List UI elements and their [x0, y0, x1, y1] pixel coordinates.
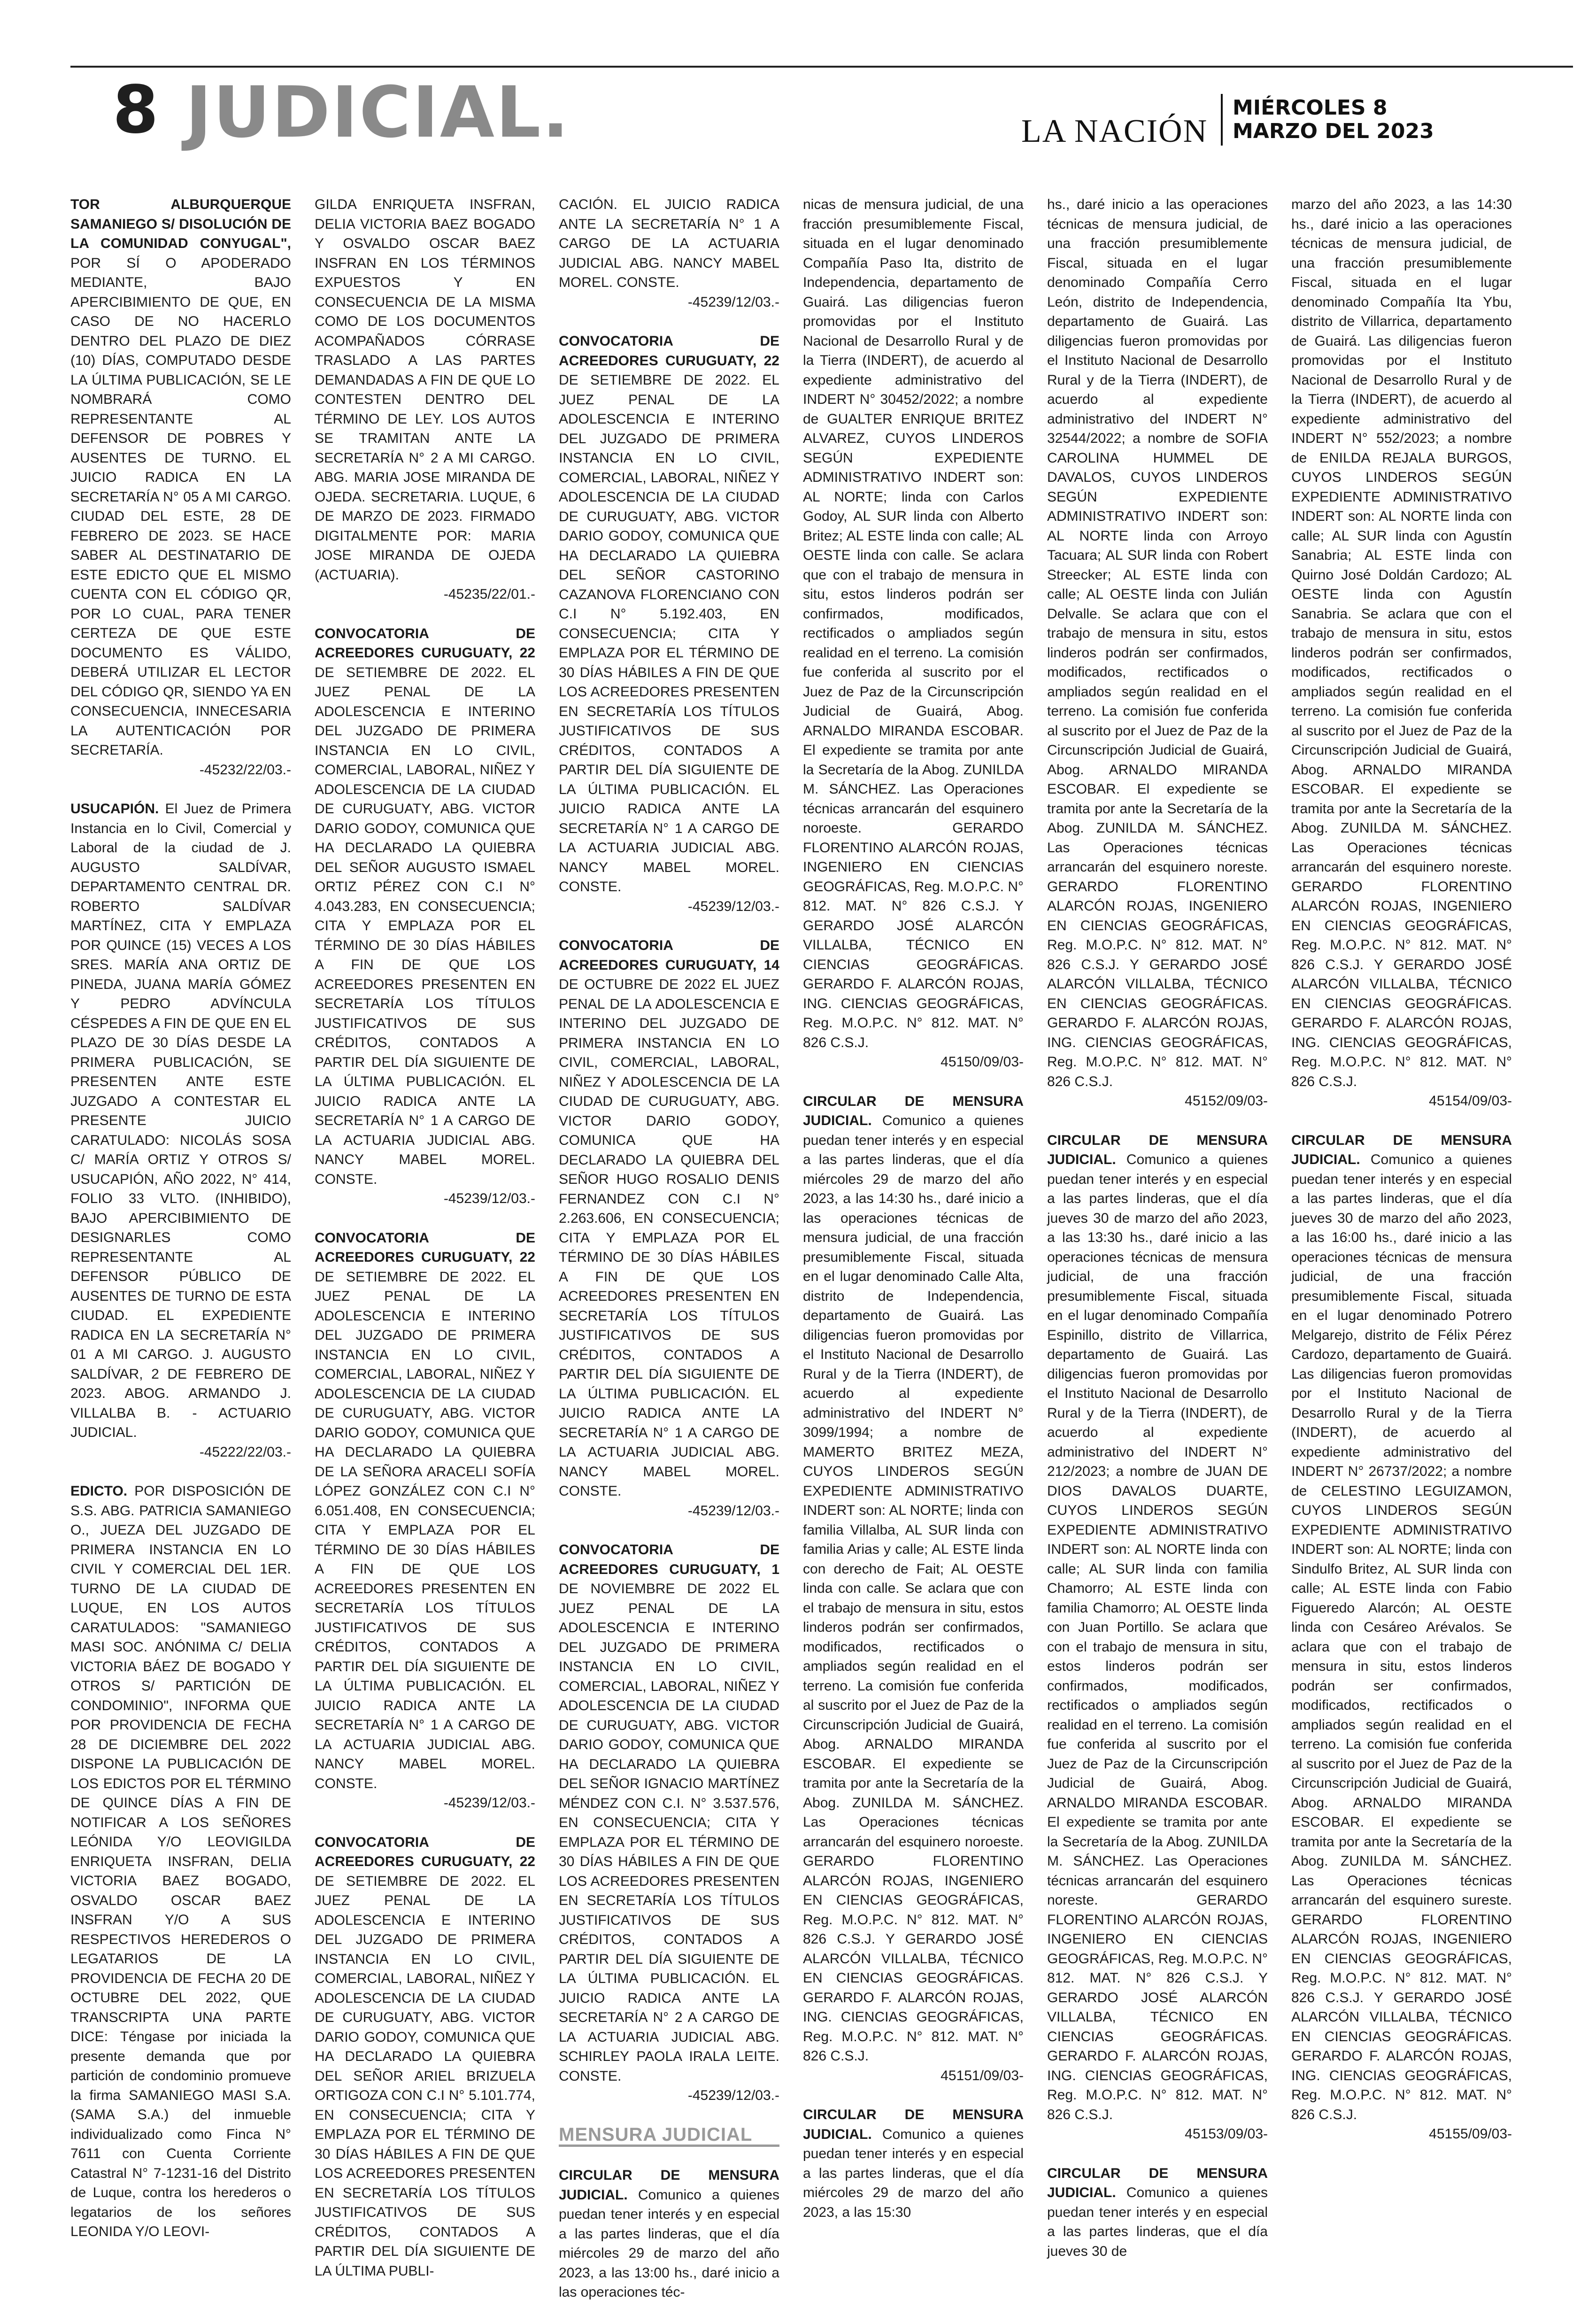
issue-date-line2: MARZO DEL 2023 — [1233, 119, 1434, 143]
notice-ref: -45239/12/03.- — [443, 1191, 535, 1206]
notice — [1047, 1131, 1268, 2144]
section-band: MENSURA JUDICIAL — [559, 2125, 779, 2147]
notice — [70, 195, 291, 779]
notice-text: DE SETIEMBRE DE 2022. EL JUEZ PENAL DE LA ADOLESCENCIA E INTERINO DEL JUZGADO DE PRIMERA INSTANCIA EN LO CIVIL, COMERCIAL, LABORAL, NIÑEZ Y ADOLESCENCIA DE LA CIUDAD DE CURUGUATY, ABG. VICTOR DARIO GODOY, COMUNICA QUE HA DECLARADO LA QUIEBRA DEL SEÑOR CASTORINO CAZANOVA FLORENCIANO CON C.I N° 5.192.403, EN CONSECUENCIA; CITA Y EMPLAZA POR EL TÉRMINO DE 30 DÍAS HÁBILES A FIN DE QUE LOS ACREEDORES PRESENTEN EN SECRETARÍA LOS TÍTULOS JUSTIFICATIVOS DE SUS CRÉDITOS, CONTADOS A PARTIR DEL DÍA SIGUIENTE DE LA ÚLTIMA PUBLICACIÓN. EL JUICIO RADICA ANTE LA SECRETARÍA N° 1 A CARGO DE LA ACTUARIA JUDICIAL ABG. NANCY MABEL MOREL. CONSTE. — [559, 372, 779, 895]
notice-text: marzo del año 2023, a las 14:30 hs., daré inicio a las operaciones técnicas de mensura judicial, de una fracción presumiblemente Fiscal, situada en el lugar denominado Compañía Ita Ybu, distrito de Villarrica, departamento de Guairá. Las diligencias fueron promovidas por el Instituto Nacional de Desarrollo Rural y de la Tierra (INDERT), de acuerdo al expediente administrativo del INDERT N° 552/2023; a nombre de ENILDA REJALA BURGOS, CUYOS LINDEROS SEGÚN EXPEDIENTE ADMINISTRATIVO INDERT son: AL NORTE linda con calle; AL SUR linda con Agustín Sanabria; AL ESTE linda con Quirno José Doldán Cardozo; AL OESTE linda con Agustín Sanabria. Se aclara que con el trabajo de mensura in situ, estos linderos podrán ser confirmados, modificados, rectificados o ampliados según realidad en el terreno. La comisión fue conferida al suscrito por el Juez de Paz de la Circunscripción Judicial de Guairá, Abog. ARNALDO MIRANDA ESCOBAR. El expediente se tramita por ante la Secretaría de la Abog. ZUNILDA M. SÁNCHEZ. Las Operaciones técnicas arrancarán del esquinero noreste. GERARDO FLORENTINO ALARCÓN ROJAS, INGENIERO EN CIENCIAS GEOGRÁFICAS, Reg. M.O.P.C. N° 812. MAT. N° 826 C.S.J. Y GERARDO JOSÉ ALARCÓN VILLALBA, TÉCNICO EN CIENCIAS GEOGRÁFICAS. GERARDO F. ALARCÓN ROJAS, ING. CIENCIAS GEOGRÁFICAS, Reg. M.O.P.C. N° 812. MAT. N° 826 C.S.J. — [1291, 197, 1512, 1089]
notice-lead: CIRCULAR DE MENSURA JUDICIAL. — [559, 2168, 779, 2203]
notice-text: Comunico a quienes puedan tener interés y en especial a las partes linderas, que el día jueves 30 de — [1047, 2185, 1268, 2259]
notice — [803, 195, 1024, 1072]
notice-ref: -45239/12/03.- — [687, 2088, 779, 2103]
column-1 — [70, 195, 291, 2261]
notice-text: Comunico a quienes puedan tener interés y en especial a las partes linderas, que el día jueves 30 de marzo del año 2023, a las 13:30 hs., daré inicio a las operaciones técnicas de mensura judicial, de una fracción presumiblemente Fiscal, situada en el lugar denominado Compañía Espinillo, distrito de Villarrica, departamento de Guairá. Las diligencias fueron promovidas por el Instituto Nacional de Desarrollo Rural y de la Tierra (INDERT), de acuerdo al expediente administrativo del INDERT N° 212/2023; a nombre de JUAN DE DIOS DAVALOS DUARTE, CUYOS LINDEROS SEGÚN EXPEDIENTE ADMINISTRATIVO INDERT son: AL NORTE linda con calle; AL SUR linda con familia Chamorro; AL ESTE linda con familia Chamorro; AL OESTE linda con Juan Portillo. Se aclara que con el trabajo de mensura in situ, estos linderos podrán ser confirmados, modificados, rectificados o ampliados según realidad en el terreno. La comisión fue conferida al suscrito por el Juez de Paz de la Circunscripción Judicial de Guairá, Abog. ARNALDO MIRANDA ESCOBAR. El expediente se tramita por ante la Secretaría de la Abog. ZUNILDA M. SÁNCHEZ. Las Operaciones técnicas arrancarán del esquinero noreste. GERARDO FLORENTINO ALARCÓN ROJAS, INGENIERO EN CIENCIAS GEOGRÁFICAS, Reg. M.O.P.C. N° 812. MAT. N° 826 C.S.J. Y GERARDO JOSÉ ALARCÓN VILLALBA, TÉCNICO EN CIENCIAS GEOGRÁFICAS. GERARDO F. ALARCÓN ROJAS, ING. CIENCIAS GEOGRÁFICAS, Reg. M.O.P.C. N° 812. MAT. N° 826 C.S.J. — [1047, 1152, 1268, 2122]
notice-lead: CONVOCATORIA DE ACREEDORES CURUGUATY, 22 — [315, 625, 535, 661]
section-title: JUDICIAL. — [185, 72, 571, 154]
notice-lead: CONVOCATORIA DE ACREEDORES CURUGUATY, 22 — [559, 333, 779, 369]
notice-text: nicas de mensura judicial, de una fracción presumiblemente Fiscal, situada en el lugar denominado Compañía Paso Ita, distrito de Independencia, departamento de Guairá. Las diligencias fueron promovidas por el Instituto Nacional de Desarrollo Rural y de la Tierra (INDERT), de acuerdo al expediente administrativo del INDERT N° 30452/2022; a nombre de GUALTER ENRIQUE BRITEZ ALVAREZ, CUYOS LINDEROS SEGÚN EXPEDIENTE ADMINISTRATIVO INDERT son: AL NORTE; linda con Carlos Godoy, AL SUR linda con Alberto Britez; AL ESTE linda con calle; AL OESTE linda con calle. Se aclara que con el trabajo de mensura in situ, estos linderos podrán ser confirmados, modificados, rectificados o ampliados según realidad en el terreno. La comisión fue conferida al suscrito por el Juez de Paz de la Circunscripción Judicial de Guairá, Abog. ARNALDO MIRANDA ESCOBAR. El expediente se tramita por ante la Secretaría de la Abog. ZUNILDA M. SÁNCHEZ. Las Operaciones técnicas arrancarán del esquinero noroeste. GERARDO FLORENTINO ALARCÓN ROJAS, INGENIERO EN CIENCIAS GEOGRÁFICAS, Reg. M.O.P.C. N° 812. MAT. N° 826 C.S.J. Y GERARDO JOSÉ ALARCÓN VILLALBA, TÉCNICO EN CIENCIAS GEOGRÁFICAS. GERARDO F. ALARCÓN ROJAS, ING. CIENCIAS GEOGRÁFICAS, Reg. M.O.P.C. N° 812. MAT. N° 826 C.S.J. — [803, 197, 1024, 1050]
notice-ref: -45235/22/01.- — [443, 586, 535, 602]
issue-date-line1: MIÉRCOLES 8 — [1233, 96, 1388, 120]
notice-lead: CIRCULAR DE MENSURA JUDICIAL. — [1047, 1132, 1268, 1167]
notice — [559, 2166, 779, 2302]
issue-date — [1233, 96, 1434, 143]
notice-text: DE SETIEMBRE DE 2022. EL JUEZ PENAL DE LA ADOLESCENCIA E INTERINO DEL JUZGADO DE PRIMERA INSTANCIA EN LO CIVIL, COMERCIAL, LABORAL, NIÑEZ Y ADOLESCENCIA DE LA CIUDAD DE CURUGUATY, ABG. VICTOR DARIO GODOY, COMUNICA QUE HA DECLARADO LA QUIEBRA DEL SEÑOR AUGUSTO ISMAEL ORTIZ PÉREZ CON C.I N° 4.043.283, EN CONSECUENCIA; CITA Y EMPLAZA POR EL TÉRMINO DE 30 DÍAS HÁBILES A FIN DE QUE LOS ACREEDORES PRESENTEN EN SECRETARÍA LOS TÍTULOS JUSTIFICATIVOS DE SUS CRÉDITOS, CONTADOS A PARTIR DEL DÍA SIGUIENTE DE LA ÚLTIMA PUBLICACIÓN. EL JUICIO RADICA ANTE LA SECRETARÍA N° 1 A CARGO DE LA ACTUARIA JUDICIAL ABG. NANCY MABEL MOREL. CONSTE. — [315, 664, 535, 1187]
notice-ref: 45150/09/03- — [941, 1054, 1024, 1070]
notice-lead: CONVOCATORIA DE ACREEDORES CURUGUATY, 22 — [315, 1230, 535, 1265]
notice-lead: CONVOCATORIA DE ACREEDORES CURUGUATY, 22 — [315, 1834, 535, 1869]
column-3 — [559, 195, 779, 2322]
notice — [559, 195, 779, 312]
notice-ref: -45222/22/03.- — [199, 1444, 291, 1460]
notice-ref: -45239/12/03.- — [687, 294, 779, 310]
notice-ref: -45232/22/03.- — [199, 762, 291, 778]
column-6 — [1291, 195, 1512, 2164]
notice-text: DE SETIEMBRE DE 2022. EL JUEZ PENAL DE LA ADOLESCENCIA E INTERINO DEL JUZGADO DE PRIMERA INSTANCIA EN LO CIVIL, COMERCIAL, LABORAL, NIÑEZ Y ADOLESCENCIA DE LA CIUDAD DE CURUGUATY, ABG. VICTOR DARIO GODOY, COMUNICA QUE HA DECLARADO LA QUIEBRA DEL SEÑOR ARIEL BRIZUELA ORTIGOZA CON C.I N° 5.101.774, EN CONSECUENCIA; CITA Y EMPLAZA POR EL TÉRMINO DE 30 DÍAS HÁBILES A FIN DE QUE LOS ACREEDORES PRESENTEN EN SECRETARÍA LOS TÍTULOS JUSTIFICATIVOS DE SUS CRÉDITOS, CONTADOS A PARTIR DEL DÍA SIGUIENTE DE LA ÚLTIMA PUBLI- — [315, 1873, 535, 2279]
notice-text: Comunico a quienes puedan tener interés y en especial a las partes linderas, que el día jueves 30 de marzo del año 2023, a las 16:00 hs., daré inicio a las operaciones técnicas de mensura judicial, de una fracción presumiblemente Fiscal, situada en el lugar denominado Potrero Melgarejo, distrito de Félix Pérez Cardozo, departamento de Guairá. Las diligencias fueron promovidas por el Instituto Nacional de Desarrollo Rural y de la Tierra (INDERT), de acuerdo al expediente administrativo del INDERT N° 26737/2022; a nombre de CELESTINO LEGUIZAMON, CUYOS LINDEROS SEGÚN EXPEDIENTE ADMINISTRATIVO INDERT son: AL NORTE; linda con Sindulfo Britez, AL SUR linda con calle; AL ESTE linda con Fabio Figueredo Alarcón; AL OESTE linda con Cesáreo Arévalos. Se aclara que con el trabajo de mensura in situ, estos linderos podrán ser confirmados, modificados, rectificados o ampliados según realidad en el terreno. La comisión fue conferida al suscrito por el Juez de Paz de la Circunscripción Judicial de Guairá, Abog. ARNALDO MIRANDA ESCOBAR. El expediente se tramita por ante la Secretaría de la Abog. ZUNILDA M. SÁNCHEZ. Las Operaciones técnicas arrancarán del esquinero sureste. GERARDO FLORENTINO ALARCÓN ROJAS, INGENIERO EN CIENCIAS GEOGRÁFICAS, Reg. M.O.P.C. N° 812. MAT. N° 826 C.S.J. Y GERARDO JOSÉ ALARCÓN VILLALBA, TÉCNICO EN CIENCIAS GEOGRÁFICAS. GERARDO F. ALARCÓN ROJAS, ING. CIENCIAS GEOGRÁFICAS, Reg. M.O.P.C. N° 812. MAT. N° 826 C.S.J. — [1291, 1152, 1512, 2122]
notice — [70, 799, 291, 1462]
notice — [559, 936, 779, 1520]
notice-ref: -45239/12/03.- — [443, 1795, 535, 1811]
notice — [1291, 195, 1512, 1111]
notice-lead: CIRCULAR DE MENSURA JUDICIAL. — [1047, 2165, 1268, 2200]
notice-text: Comunico a quienes puedan tener interés y en especial a las partes linderas, que el día miércoles 29 de marzo del año 2023, a las 14:30 hs., daré inicio a las operaciones técnicas de mensura judicial, de una fracción presumiblemente Fiscal, situada en el lugar denominado Calle Alta, distrito de Independencia, departamento de Guairá. Las diligencias fueron promovidas por el Instituto Nacional de Desarrollo Rural y de la Tierra (INDERT), de acuerdo al expediente administrativo del INDERT N° 3099/1994; a nombre de MAMERTO BRITEZ MEZA, CUYOS LINDEROS SEGÚN EXPEDIENTE ADMINISTRATIVO INDERT son: AL NORTE; linda con familia Villalba, AL SUR linda con familia Arias y calle; AL ESTE linda con derecho de Fait; AL OESTE linda con calle. Se aclara que con el trabajo de mensura in situ, estos linderos podrán ser confirmados, modificados, rectificados o ampliados según realidad en el terreno. La comisión fue conferida al suscrito por el Juez de Paz de la Circunscripción Judicial de Guairá, Abog. ARNALDO MIRANDA ESCOBAR. El expediente se tramita por ante la Secretaría de la Abog. ZUNILDA M. SÁNCHEZ. Las Operaciones técnicas arrancarán del esquinero noroeste. GERARDO FLORENTINO ALARCÓN ROJAS, INGENIERO EN CIENCIAS GEOGRÁFICAS, Reg. M.O.P.C. N° 812. MAT. N° 826 C.S.J. Y GERARDO JOSÉ ALARCÓN VILLALBA, TÉCNICO EN CIENCIAS GEOGRÁFICAS. GERARDO F. ALARCÓN ROJAS, ING. CIENCIAS GEOGRÁFICAS, Reg. M.O.P.C. N° 812. MAT. N° 826 C.S.J. — [803, 1113, 1024, 2064]
notice — [1047, 195, 1268, 1111]
notice-ref: -45239/12/03.- — [687, 898, 779, 914]
notice-text: CACIÓN. EL JUICIO RADICA ANTE LA SECRETARÍA N° 1 A CARGO DE LA ACTUARIA JUDICIAL ABG. NANCY MABEL MOREL. CONSTE. — [559, 197, 779, 290]
notice-lead: CONVOCATORIA DE ACREEDORES CURUGUATY, 1 — [559, 1542, 779, 1577]
notice-ref: 45155/09/03- — [1429, 2126, 1512, 2142]
notice-ref: 45151/09/03- — [941, 2067, 1024, 2083]
notice-text: DE OCTUBRE DE 2022 EL JUEZ PENAL DE LA ADOLESCENCIA E INTERINO DEL JUZGADO DE PRIMERA INSTANCIA EN LO CIVIL, COMERCIAL, LABORAL, NIÑEZ Y ADOLESCENCIA DE LA CIUDAD DE CURUGUATY, ABG. VICTOR DARIO GODOY, COMUNICA QUE HA DECLARADO LA QUIEBRA DEL SEÑOR HUGO ROSALIO DENIS FERNANDEZ CON C.I N° 2.263.606, EN CONSECUENCIA; CITA Y EMPLAZA POR EL TÉRMINO DE 30 DÍAS HÁBILES A FIN DE QUE LOS ACREEDORES PRESENTEN EN SECRETARÍA LOS TÍTULOS JUSTIFICATIVOS DE SUS CRÉDITOS, CONTADOS A PARTIR DEL DÍA SIGUIENTE DE LA ÚLTIMA PUBLICACIÓN. EL JUICIO RADICA ANTE LA SECRETARÍA N° 1 A CARGO DE LA ACTUARIA JUDICIAL ABG. NANCY MABEL MOREL. CONSTE. — [559, 977, 779, 1499]
notice — [70, 1481, 291, 2242]
notice — [803, 1092, 1024, 2086]
notice-text: hs., daré inicio a las operaciones técnicas de mensura judicial, de una fracción presumiblemente Fiscal, situada en el lugar denominado Compañía Cerro León, distrito de Independencia, departamento de Guairá. Las diligencias fueron promovidas por el Instituto Nacional de Desarrollo Rural y de la Tierra (INDERT), de acuerdo al expediente administrativo del INDERT N° 32544/2022; a nombre de SOFIA CAROLINA HUMMEL DE DAVALOS, CUYOS LINDEROS SEGÚN EXPEDIENTE ADMINISTRATIVO INDERT son: AL NORTE linda con Arroyo Tacuara; AL SUR linda con Robert Streecker; AL ESTE linda con calle; AL OESTE linda con Julián Delvalle. Se aclara que con el trabajo de mensura in situ, estos linderos podrán ser confirmados, modificados, rectificados o ampliados según realidad en el terreno. La comisión fue conferida al suscrito por el Juez de Paz de la Circunscripción Judicial de Guairá, Abog. ARNALDO MIRANDA ESCOBAR. El expediente se tramita por ante la Secretaría de la Abog. ZUNILDA M. SÁNCHEZ. Las Operaciones técnicas arrancarán del esquinero noreste. GERARDO FLORENTINO ALARCÓN ROJAS, INGENIERO EN CIENCIAS GEOGRÁFICAS, Reg. M.O.P.C. N° 812. MAT. N° 826 C.S.J. Y GERARDO JOSÉ ALARCÓN VILLALBA, TÉCNICO EN CIENCIAS GEOGRÁFICAS. GERARDO F. ALARCÓN ROJAS, ING. CIENCIAS GEOGRÁFICAS, Reg. M.O.P.C. N° 812. MAT. N° 826 C.S.J. — [1047, 197, 1268, 1089]
notice-ref: 45154/09/03- — [1429, 1093, 1512, 1109]
notice-text: POR SÍ O APODERADO MEDIANTE, BAJO APERCIBIMIENTO DE QUE, EN CASO DE NO HACERLO DENTRO DEL PLAZO DE DIEZ (10) DÍAS, COMPUTADO DESDE LA ÚLTIMA PUBLICACIÓN, SE LE NOMBRARÁ COMO REPRESENTANTE AL DEFENSOR DE POBRES Y AUSENTES DE TURNO. EL JUICIO RADICA EN LA SECRETARÍA N° 05 A MI CARGO. CIUDAD DEL ESTE, 28 DE FEBRERO DE 2023. SE HACE SABER AL DESTINATARIO DE ESTE EDICTO QUE EL MISMO CUENTA CON EL CÓDIGO QR, POR LO CUAL, PARA TENER CERTEZA DE QUE ESTE DOCUMENTO ES VÁLIDO, DEBERÁ UTILIZAR EL LECTOR DEL CÓDIGO QR, SIENDO YA EN CONSECUENCIA, INNECESARIA LA AUTENTICACIÓN POR SECRETARÍA. — [70, 255, 291, 758]
notice — [315, 1228, 535, 1813]
notice-lead: EDICTO. — [70, 1483, 128, 1499]
notice-text: POR DISPOSICIÓN DE S.S. ABG. PATRICIA SAMANIEGO O., JUEZA DEL JUZGADO DE PRIMERA INSTANCIA EN LO CIVIL Y COMERCIAL DEL 1ER. TURNO DE LA CIUDAD DE LUQUE, EN LOS AUTOS CARATULADOS: "SAMANIEGO MASI SOC. ANÓNIMA C/ DELIA VICTORIA BÁEZ DE BOGADO Y OTROS S/ PARTICIÓN DE CONDOMINIO", INFORMA QUE POR PROVIDENCIA DE FECHA 28 DE DICIEMBRE DEL 2022 DISPONE LA PUBLICACIÓN DE LOS EDICTOS POR EL TÉRMINO DE QUINCE DÍAS A FIN DE NOTIFICAR A LOS SEÑORES LEÓNIDA Y/O LEOVIGILDA ENRIQUETA INSFRAN, DELIA VICTORIA BAEZ BOGADO, OSVALDO OSCAR BAEZ INSFRAN Y/O A SUS RESPECTIVOS HEREDEROS O LEGATARIOS DE LA PROVIDENCIA DE FECHA 20 DE OCTUBRE DEL 2022, QUE TRANSCRIPTA UNA PARTE DICE: Téngase por iniciada la presente demanda que por partición de condominio promueve la firma SAMANIEGO MASI S.A. (SAMA S.A.) del inmueble individualizado como Finca N° 7611 con Cuenta Corriente Catastral N° 7-1231-16 del Distrito de Luque, contra los herederos o legatarios de los señores LEONIDA Y/O LEOVI- — [70, 1483, 291, 2239]
notice-text: Comunico a quienes puedan tener interés y en especial a las partes linderas, que el día miércoles 29 de marzo del año 2023, a las 15:30 — [803, 2126, 1024, 2220]
column-2 — [315, 195, 535, 2300]
notice-lead: USUCAPIÓN. — [70, 801, 159, 817]
notice-text: DE NOVIEMBRE DE 2022 EL JUEZ PENAL DE LA ADOLESCENCIA E INTERINO DEL JUZGADO DE PRIMERA INSTANCIA EN LO CIVIL, COMERCIAL, LABORAL, NIÑEZ Y ADOLESCENCIA DE LA CIUDAD DE CURUGUATY, ABG. VICTOR DARIO GODOY, COMUNICA QUE HA DECLARADO LA QUIEBRA DEL SEÑOR IGNACIO MARTÍNEZ MÉNDEZ CON C.I. N° 3.537.576, EN CONSECUENCIA; CITA Y EMPLAZA POR EL TÉRMINO DE 30 DÍAS HÁBILES A FIN DE QUE LOS ACREEDORES PRESENTEN EN SECRETARÍA LOS TÍTULOS JUSTIFICATIVOS DE SUS CRÉDITOS, CONTADOS A PARTIR DEL DÍA SIGUIENTE DE LA ÚLTIMA PUBLICACIÓN. EL JUICIO RADICA ANTE LA SECRETARÍA N° 2 A CARGO DE LA ACTUARIA JUDICIAL ABG. SCHIRLEY PAOLA IRALA LEITE. CONSTE. — [559, 1581, 779, 2084]
notice-lead: CIRCULAR DE MENSURA JUDICIAL. — [1291, 1132, 1512, 1167]
notice-lead: CIRCULAR DE MENSURA JUDICIAL. — [803, 2107, 1024, 2142]
page-number: 8 — [113, 72, 159, 148]
notice — [315, 195, 535, 604]
column-4 — [803, 195, 1024, 2242]
top-rule — [70, 66, 1573, 68]
notice — [803, 2105, 1024, 2222]
notice — [315, 1833, 535, 2281]
notice-lead: TOR ALBURQUERQUE SAMANIEGO S/ DISOLUCIÓN DE LA COMUNIDAD CONYUGAL", — [70, 197, 291, 251]
notice — [1047, 2164, 1268, 2261]
notice-text: DE SETIEMBRE DE 2022. EL JUEZ PENAL DE LA ADOLESCENCIA E INTERINO DEL JUZGADO DE PRIMERA INSTANCIA EN LO CIVIL, COMERCIAL, LABORAL, NIÑEZ Y ADOLESCENCIA DE LA CIUDAD DE CURUGUATY, ABG. VICTOR DARIO GODOY, COMUNICA QUE HA DECLARADO LA QUIEBRA DE LA SEÑORA ARACELI SOFÍA LÓPEZ GONZÁLEZ CON C.I N° 6.051.408, EN CONSECUENCIA; CITA Y EMPLAZA POR EL TÉRMINO DE 30 DÍAS HÁBILES A FIN DE QUE LOS ACREEDORES PRESENTEN EN SECRETARÍA LOS TÍTULOS JUSTIFICATIVOS DE SUS CRÉDITOS, CONTADOS A PARTIR DEL DÍA SIGUIENTE DE LA ÚLTIMA PUBLICACIÓN. EL JUICIO RADICA ANTE LA SECRETARÍA N° 1 A CARGO DE LA ACTUARIA JUDICIAL ABG. NANCY MABEL MOREL. CONSTE. — [315, 1269, 535, 1791]
notice-ref: 45152/09/03- — [1185, 1093, 1268, 1109]
notice-text: GILDA ENRIQUETA INSFRAN, DELIA VICTORIA BAEZ BOGADO Y OSVALDO OSCAR BAEZ INSFRAN EN LOS TÉRMINOS EXPUESTOS Y EN CONSECUENCIA DE LA MISMA COMO DE LOS DOCUMENTOS ACOMPAÑADOS CÓRRASE TRASLADO A LAS PARTES DEMANDADAS A FIN DE QUE LO CONTESTEN DENTRO DEL TÉRMINO DE LEY. LOS AUTOS SE TRAMITAN ANTE LA SECRETARÍA N° 2 A MI CARGO. ABG. MARIA JOSE MIRANDA DE OJEDA. SECRETARIA. LUQUE, 6 DE MARZO DE 2023. FIRMADO DIGITALMENTE POR: MARIA JOSE MIRANDA DE OJEDA (ACTUARIA). — [315, 197, 535, 583]
notice — [1291, 1131, 1512, 2144]
notice-text: Comunico a quienes puedan tener interés y en especial a las partes linderas, que el día miércoles 29 de marzo del año 2023, a las 13:00 hs., daré inicio a las operaciones téc- — [559, 2187, 779, 2300]
notice — [559, 332, 779, 916]
notice — [559, 1540, 779, 2106]
header-divider — [1221, 94, 1223, 146]
notice — [315, 624, 535, 1209]
notice-ref: 45153/09/03- — [1185, 2126, 1268, 2142]
notice-lead: CIRCULAR DE MENSURA JUDICIAL. — [803, 1093, 1024, 1128]
notice-text: El Juez de Primera Instancia en lo Civil, Comercial y Laboral de la ciudad de J. AUGUSTO SALDÍVAR, DEPARTAMENTO CENTRAL DR. ROBERTO SALDÍVAR MARTÍNEZ, CITA Y EMPLAZA POR QUINCE (15) VECES A LOS SRES. MARÍA ANA ORTIZ DE PINEDA, JUANA MARÍA GÓMEZ Y PEDRO ADVÍNCULA CÉSPEDES A FIN DE QUE EN EL PLAZO DE 30 DÍAS DESDE LA PRIMERA PUBLICACIÓN, SE PRESENTEN ANTE ESTE JUZGADO A CONTESTAR EL PRESENTE JUICIO CARATULADO: NICOLÁS SOSA C/ MARÍA ORTIZ Y OTROS S/ USUCAPIÓN, AÑO 2022, N° 414, FOLIO 33 VLTO. (INHIBIDO), BAJO APERCIBIMIENTO DE DESIGNARLES COMO REPRESENTANTE AL DEFENSOR PÚBLICO DE AUSENTES DE TURNO DE ESTA CIUDAD. EL EXPEDIENTE RADICA EN LA SECRETARÍA N° 01 A MI CARGO. J. AUGUSTO SALDÍVAR, 2 DE FEBRERO DE 2023. ABOG. ARMANDO J. VILLALBA B. - ACTUARIO JUDICIAL. — [70, 801, 291, 1440]
column-5 — [1047, 195, 1268, 2281]
notice-ref: -45239/12/03.- — [687, 1503, 779, 1519]
notice-lead: CONVOCATORIA DE ACREEDORES CURUGUATY, 14 — [559, 938, 779, 973]
newspaper-logo: LA NACIÓN — [1021, 113, 1208, 149]
